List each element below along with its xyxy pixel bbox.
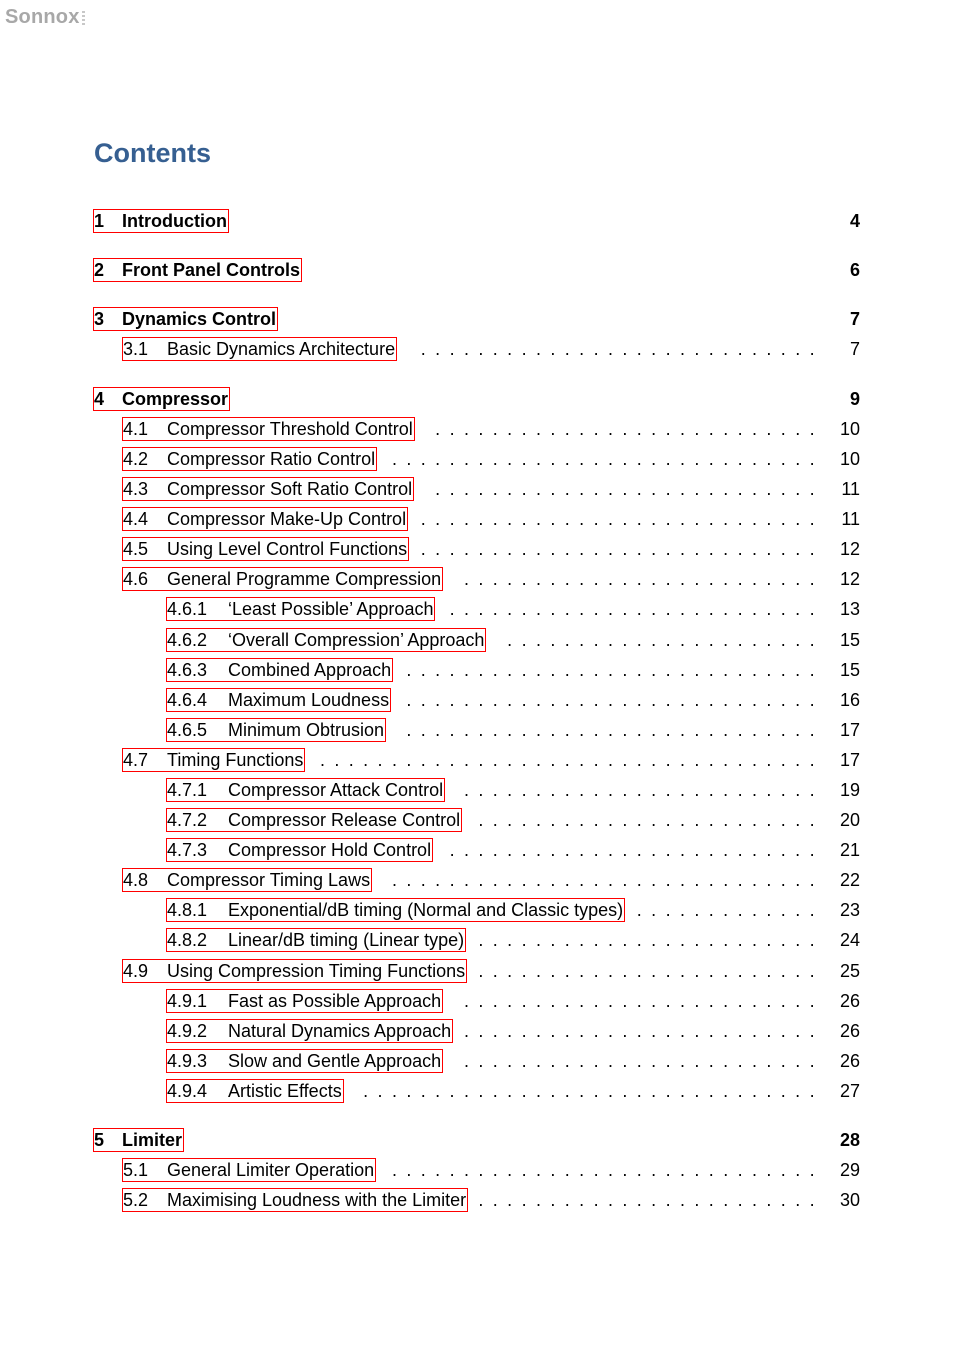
toc-section-number: 4.7.3 [167,840,208,860]
toc-entry [0,838,954,862]
toc-leader-dots: ........................ [478,961,824,981]
toc-section-title: ‘Overall Compression’ Approach [228,630,485,650]
toc-entry [0,928,954,952]
toc-page-number: 4 [849,211,860,231]
toc-entry [0,1079,954,1103]
toc-leader-dots: ......................... [463,991,824,1011]
toc-section-title: Maximising Loudness with the Limiter [167,1190,467,1210]
toc-page-number: 13 [839,599,860,619]
toc-page-number: 9 [849,389,860,409]
toc-section-number: 4.8 [123,870,149,890]
toc-section-number: 3 [94,309,105,329]
toc-link[interactable] [122,567,443,591]
toc-page-number: 10 [839,449,860,469]
toc-entry [0,387,954,411]
toc-section-title: Compressor Attack Control [228,780,444,800]
toc-section-number: 4.5 [123,539,149,559]
toc-entry [0,1019,954,1043]
toc-section-number: 4.9.4 [167,1081,208,1101]
toc-section-title: Compressor [122,389,229,409]
toc-page-number: 27 [839,1081,860,1101]
toc-leader-dots: ................................... [319,750,824,770]
toc-page-number: 22 [839,870,860,890]
toc-section-number: 4 [94,389,105,409]
toc-link[interactable] [122,868,372,892]
toc-leader-dots: ............. [636,900,824,920]
toc-leader-dots: .............................. [391,1160,824,1180]
toc-section-number: 4.6.3 [167,660,208,680]
toc-section-number: 4.9.2 [167,1021,208,1041]
toc-section-number: 4.7 [123,750,149,770]
toc-section-number: 4.8.1 [167,900,208,920]
toc-page-number: 26 [839,1051,860,1071]
toc-leader-dots: ............................. [406,690,824,710]
toc-section-number: 4.6.1 [167,599,208,619]
toc-entry [0,537,954,561]
toc-section-number: 4.9 [123,961,149,981]
toc-leader-dots: .......................... [449,840,824,860]
toc-section-number: 4.6.4 [167,690,208,710]
toc-section-title: Introduction [122,211,227,231]
toc-page-number: 19 [839,780,860,800]
toc-link[interactable] [166,658,393,682]
toc-leader-dots: ...................... [507,630,824,650]
toc-entry [0,628,954,652]
toc-section-number: 4.9.1 [167,991,208,1011]
toc-page-number: 26 [839,991,860,1011]
toc-section-number: 4.6.5 [167,720,208,740]
toc-page-number: 15 [839,660,860,680]
toc-leader-dots: ................................ [363,1081,824,1101]
toc-leader-dots: ........................ [478,930,824,950]
toc-section-title: Compressor Timing Laws [167,870,371,890]
toc-section-title: Compressor Threshold Control [167,419,413,439]
toc-section-number: 4.7.2 [167,810,208,830]
toc-link[interactable] [166,688,391,712]
toc-section-title: Exponential/dB timing (Normal and Classic types) [228,900,624,920]
toc-entry [0,307,954,331]
toc-entry [0,989,954,1013]
toc-section-title: Linear/dB timing (Linear type) [228,930,465,950]
sonnox-logo [5,5,85,29]
toc-entry [0,688,954,712]
toc-section-title: Compressor Make-Up Control [167,509,407,529]
toc-section-title: ‘Least Possible’ Approach [228,599,434,619]
toc-link[interactable] [93,1128,184,1152]
toc-section-number: 4.7.1 [167,780,208,800]
toc-leader-dots: ............................. [406,720,824,740]
toc-entry [0,1188,954,1212]
toc-link[interactable] [122,507,408,531]
toc-leader-dots: ........................... [435,479,824,499]
toc-section-title: Fast as Possible Approach [228,991,442,1011]
toc-leader-dots: ......................... [463,1051,824,1071]
toc-section-number: 4.1 [123,419,149,439]
toc-leader-dots: ........................ [478,810,824,830]
toc-entry [0,417,954,441]
toc-page-number: 26 [839,1021,860,1041]
toc-page-number: 12 [839,539,860,559]
page-title: Contents [94,138,211,168]
toc-entry [0,959,954,983]
toc-page-number: 6 [849,260,860,280]
toc-entry [0,258,954,282]
toc-page-number: 23 [839,900,860,920]
toc-page-number: 15 [839,630,860,650]
toc-section-number: 5 [94,1130,105,1150]
toc-link[interactable] [93,387,230,411]
toc-section-number: 4.9.3 [167,1051,208,1071]
toc-section-title: Dynamics Control [122,309,277,329]
toc-link[interactable] [122,748,305,772]
toc-link[interactable] [122,417,415,441]
toc-leader-dots: .......................... [449,599,824,619]
toc-section-number: 3.1 [123,339,149,359]
toc-link[interactable] [166,778,445,802]
toc-page-number: 20 [839,810,860,830]
toc-entry [0,868,954,892]
toc-section-number: 4.6 [123,569,149,589]
toc-section-title: Using Level Control Functions [167,539,408,559]
toc-link[interactable] [166,989,443,1013]
toc-section-title: General Programme Compression [167,569,442,589]
toc-leader-dots: ......................... [463,569,824,589]
toc-link[interactable] [166,1019,453,1043]
toc-leader-dots: ............................ [420,539,824,559]
toc-entry [0,337,954,361]
toc-page-number: 17 [839,720,860,740]
toc-link[interactable] [166,898,625,922]
toc-page-number: 16 [839,690,860,710]
toc-leader-dots: ........................... [435,419,824,439]
toc-page-number: 29 [839,1160,860,1180]
toc-page-number: 25 [839,961,860,981]
toc-entry [0,658,954,682]
toc-section-title: Timing Functions [167,750,304,770]
toc-entry [0,748,954,772]
toc-section-title: Using Compression Timing Functions [167,961,466,981]
toc-leader-dots: ............................ [420,509,824,529]
toc-section-number: 4.3 [123,479,149,499]
toc-entry [0,209,954,233]
toc-link[interactable] [122,1188,468,1212]
toc-section-number: 4.2 [123,449,149,469]
toc-link[interactable] [166,597,435,621]
toc-leader-dots: ......................... [463,1021,824,1041]
toc-section-title: Compressor Hold Control [228,840,432,860]
toc-link[interactable] [166,628,486,652]
toc-page-number: 7 [849,339,860,359]
toc-section-number: 2 [94,260,105,280]
toc-section-title: General Limiter Operation [167,1160,375,1180]
toc-section-title: Minimum Obtrusion [228,720,385,740]
toc-leader-dots: ............................ [420,339,824,359]
toc-page-number: 11 [841,479,860,499]
toc-entry [0,477,954,501]
toc-leader-dots: ............................. [406,660,824,680]
toc-link[interactable] [122,1158,376,1182]
toc-section-number: 1 [94,211,105,231]
toc-link[interactable] [166,928,466,952]
toc-section-title: Natural Dynamics Approach [228,1021,452,1041]
toc-page-number: 10 [839,419,860,439]
toc-link[interactable] [166,1079,344,1103]
toc-entry [0,567,954,591]
toc-link[interactable] [122,959,467,983]
toc-section-title: Limiter [122,1130,183,1150]
toc-section-title: Front Panel Controls [122,260,301,280]
toc-leader-dots: .............................. [391,449,824,469]
toc-page-number: 30 [839,1190,860,1210]
toc-leader-dots: ......................... [463,780,824,800]
toc-leader-dots: .............................. [391,870,824,890]
toc-section-title: Compressor Release Control [228,810,461,830]
toc-entry [0,898,954,922]
toc-link[interactable] [166,718,386,742]
toc-entry [0,1049,954,1073]
toc-section-title: Maximum Loudness [228,690,390,710]
toc-link[interactable] [166,1049,443,1073]
toc-page-number: 7 [849,309,860,329]
toc-section-title: Compressor Soft Ratio Control [167,479,413,499]
toc-link[interactable] [93,307,278,331]
toc-section-title: Compressor Ratio Control [167,449,376,469]
toc-page-number: 28 [839,1130,860,1150]
toc-page-number: 21 [839,840,860,860]
toc-entry [0,808,954,832]
toc-page-number: 11 [841,509,860,529]
toc-link[interactable] [166,808,462,832]
toc-entry [0,507,954,531]
toc-link[interactable] [93,209,229,233]
toc-section-number: 4.8.2 [167,930,208,950]
toc-section-title: Artistic Effects [228,1081,342,1101]
toc-section-number: 4.6.2 [167,630,208,650]
toc-entry [0,1128,954,1152]
toc-entry [0,447,954,471]
toc-link[interactable] [122,537,409,561]
toc-link[interactable] [93,258,302,282]
toc-entry [0,718,954,742]
toc-section-number: 5.2 [123,1190,149,1210]
toc-entry [0,597,954,621]
toc-page-number: 17 [839,750,860,770]
toc-section-title: Basic Dynamics Architecture [167,339,396,359]
toc-leader-dots: ........................ [478,1190,824,1210]
logo-dots-icon [82,11,85,25]
toc-page-number: 12 [839,569,860,589]
toc-section-number: 4.4 [123,509,149,529]
toc-section-title: Combined Approach [228,660,392,680]
toc-entry [0,778,954,802]
toc-section-title: Slow and Gentle Approach [228,1051,442,1071]
toc-link[interactable] [166,838,433,862]
toc-link[interactable] [122,337,397,361]
toc-link[interactable] [122,447,377,471]
logo-text: Sonnox [5,6,80,28]
toc-link[interactable] [122,477,414,501]
toc-section-number: 5.1 [123,1160,149,1180]
toc-entry [0,1158,954,1182]
toc-page-number: 24 [839,930,860,950]
